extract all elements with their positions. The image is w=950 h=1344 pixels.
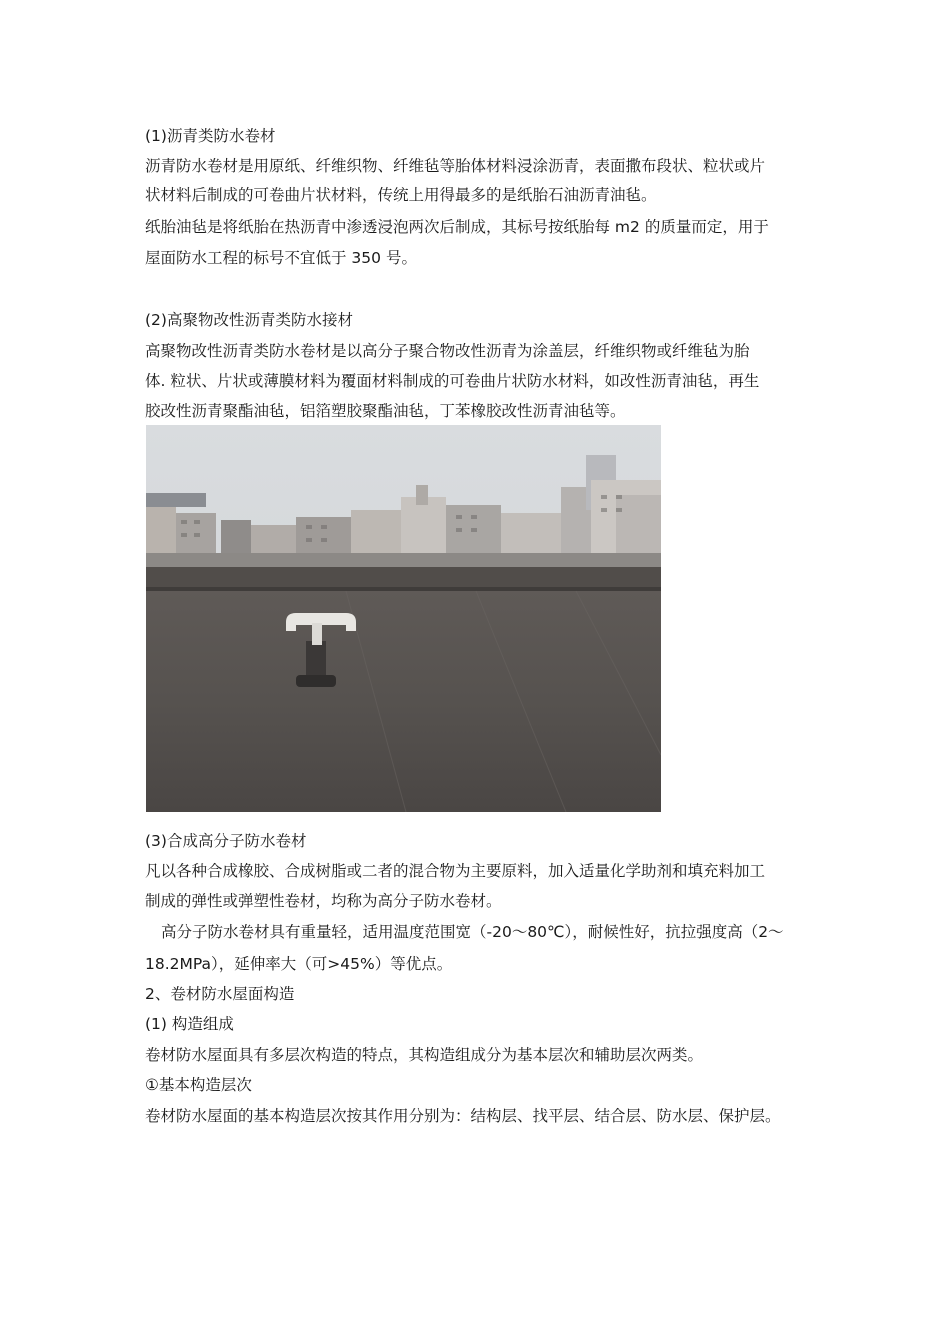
section2-heading: (2)高聚物改性沥青类防水接材 xyxy=(145,311,353,329)
section1-paragraph2-line2: 屋面防水工程的标号不宜低于 350 号。 xyxy=(145,249,417,267)
section2-paragraph-line3: 胶改性沥青聚酯油毡，铝箔塑胶聚酯油毡，丁苯橡胶改性沥青油毡等。 xyxy=(145,402,626,420)
section3-paragraph2-line1: 高分子防水卷材具有重量轻，适用温度范围宽（-20～80℃），耐候性好，抗拉强度高（2～ xyxy=(161,923,784,941)
part2-heading: 2、卷材防水屋面构造 xyxy=(145,985,295,1003)
section3-paragraph2-line2: 18.2MPa），延伸率大（可>45%）等优点。 xyxy=(145,955,453,973)
section1-paragraph1-line1: 沥青防水卷材是用原纸、纤维织物、纤维毡等胎体材料浸涂沥青，表面撒布段状、粒状或片 xyxy=(145,157,766,175)
part2-subheading-composition: (1) 构造组成 xyxy=(145,1015,234,1033)
section2-paragraph-line2: 体. 粒状、片状或薄膜材料为覆面材料制成的可卷曲片状防水材料，如改性沥青油毡，再生 xyxy=(145,372,760,390)
rooftop-photo xyxy=(146,425,661,812)
section3-paragraph1-line1: 凡以各种合成橡胶、合成树脂或二者的混合物为主要原料，加入适量化学助剂和填充料加工 xyxy=(145,862,766,880)
section1-paragraph1-line2: 状材料后制成的可卷曲片状材料，传统上用得最多的是纸胎石油沥青油毡。 xyxy=(145,186,657,204)
part2-subheading-basic-layers: ①基本构造层次 xyxy=(145,1076,252,1094)
section3-paragraph1-line2: 制成的弹性或弹塑性卷材，均称为高分子防水卷材。 xyxy=(145,892,502,910)
part2-composition-text: 卷材防水屋面具有多层次构造的特点，其构造组成分为基本层次和辅助层次两类。 xyxy=(145,1046,704,1064)
section2-paragraph-line1: 高聚物改性沥青类防水卷材是以高分子聚合物改性沥青为涂盖层，纤维织物或纤维毡为胎 xyxy=(145,342,750,360)
section3-heading: (3)合成高分子防水卷材 xyxy=(145,832,307,850)
part2-basic-layers-text: 卷材防水屋面的基本构造层次按其作用分别为：结构层、找平层、结合层、防水层、保护层。 xyxy=(145,1107,781,1125)
section1-heading: (1)沥青类防水卷材 xyxy=(145,127,276,145)
section1-paragraph2-line1: 纸胎油毡是将纸胎在热沥青中渗透浸泡两次后制成，其标号按纸胎每 m2 的质量而定，用于 xyxy=(145,218,769,236)
